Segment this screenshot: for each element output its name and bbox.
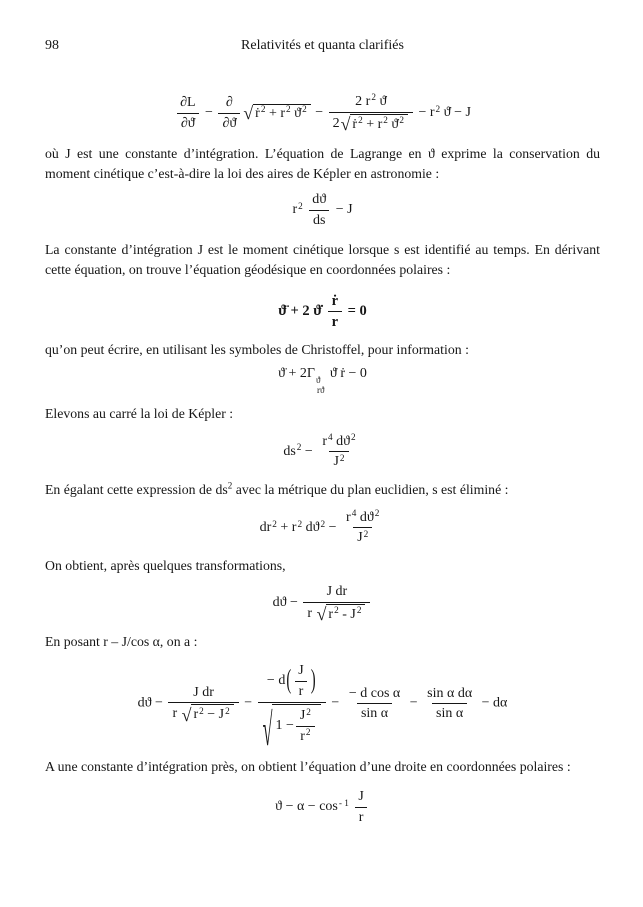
math-superscript: 2 xyxy=(286,104,291,115)
math-text: J dr xyxy=(326,584,348,600)
fraction-numerator xyxy=(423,684,476,704)
paragraph-christoffel: qu’on peut écrire, en utilisant les symboles de Christoffel, pour information : xyxy=(45,341,469,357)
math-text: - J xyxy=(338,606,356,622)
fraction-denominator xyxy=(258,702,326,756)
math-superscript: ϑ xyxy=(316,374,321,385)
math-text: − xyxy=(406,695,422,711)
radical-sign-icon: √ xyxy=(181,704,192,725)
math-text: J xyxy=(333,454,339,470)
math-text: ∂ϑ̇ xyxy=(180,115,195,131)
paragraph-en-posant: En posant r – J/cos α, on a : xyxy=(45,634,198,650)
fraction-denominator xyxy=(296,726,314,747)
equation-changement-variable xyxy=(45,660,600,756)
fraction-denominator xyxy=(353,527,372,548)
paragraph-constante-integration: où J est une constante d’intégration. L’équation de Lagrange en ϑ exprime la conservation du moment cinétique c’est-à-dire la loi des aires de Képler en astronomie : xyxy=(45,146,600,182)
radical-sign-icon: √ xyxy=(262,704,273,756)
math-text: ∂ xyxy=(225,95,233,110)
math-superscript: 2 xyxy=(334,604,339,615)
math-superscript: 2 xyxy=(383,114,388,125)
math-fraction xyxy=(318,432,359,472)
math-text: dϑ − xyxy=(272,595,302,611)
math-text: − xyxy=(325,520,341,536)
math-superscript: 2 xyxy=(351,432,356,443)
math-text: r xyxy=(331,313,339,330)
fraction-numerator xyxy=(354,787,367,807)
math-text: − xyxy=(301,444,317,459)
math-radical xyxy=(262,704,321,756)
math-text: sin α xyxy=(360,706,389,722)
equation-droite xyxy=(45,787,600,827)
fraction-numerator xyxy=(308,190,330,210)
paragraph-droite-polaire: A une constante d’intégration près, on obtient l’équation d’une droite en coordonnées polaires : xyxy=(45,759,571,775)
fraction-denominator xyxy=(355,807,368,828)
math-superscript: 2 xyxy=(199,705,204,716)
math-superscript: 2 xyxy=(306,706,311,717)
math-superscript: 2 xyxy=(297,518,303,529)
math-superscript: 4 xyxy=(327,432,333,443)
math-fraction xyxy=(176,93,199,133)
math-text: J xyxy=(298,663,304,679)
fraction-denominator xyxy=(357,703,392,724)
math-fraction xyxy=(296,706,315,746)
equation-geodesique-polaire xyxy=(45,291,600,332)
math-superscript: 2 xyxy=(320,518,326,529)
fraction-denominator xyxy=(432,703,467,724)
math-text: ϑ̇ ṙ − 0 xyxy=(326,365,367,381)
fraction-denominator xyxy=(218,113,240,134)
equation-lagrange-derivative xyxy=(45,92,600,134)
math-superscript: 2 xyxy=(399,114,404,125)
math-text: ds xyxy=(283,444,296,459)
math-text: ϑ̇ − J xyxy=(440,105,471,121)
fraction-numerator xyxy=(342,508,383,528)
math-text: r xyxy=(358,809,364,825)
math-text: J xyxy=(358,789,364,805)
math-text: + r xyxy=(265,106,285,121)
math-text: − xyxy=(201,105,217,121)
radicand xyxy=(272,704,320,746)
fraction-denominator xyxy=(309,210,329,231)
paren-body xyxy=(292,661,309,701)
math-text: + r xyxy=(362,116,383,132)
radicand xyxy=(191,704,233,724)
math-fraction xyxy=(329,92,413,134)
math-superscript: 2 xyxy=(363,528,369,539)
math-text: − r xyxy=(414,105,435,121)
equation-christoffel xyxy=(45,366,600,396)
math-superscript: 2 xyxy=(302,104,307,115)
close-paren: ) xyxy=(310,666,316,696)
math-fraction xyxy=(423,684,476,724)
math-text: r xyxy=(193,707,199,723)
math-superscript: - 1 xyxy=(338,797,349,808)
math-text: ϑ̈ + 2Γ xyxy=(278,365,315,381)
math-fraction xyxy=(303,582,370,624)
fraction-numerator xyxy=(318,432,359,452)
math-text: dϑ − xyxy=(137,695,167,711)
math-fraction xyxy=(294,661,307,701)
fraction-numerator xyxy=(328,291,342,311)
math-text: J xyxy=(357,530,363,546)
math-text: dr xyxy=(259,520,272,536)
math-text xyxy=(303,203,307,218)
math-text: ∂L xyxy=(180,95,196,110)
radicand xyxy=(253,104,311,122)
math-text: 1 − xyxy=(275,718,294,734)
math-superscript: 2 xyxy=(260,104,266,115)
math-text: − d xyxy=(266,673,286,689)
math-fraction xyxy=(218,93,240,133)
fraction-numerator xyxy=(176,93,199,113)
math-radical xyxy=(341,114,408,134)
fraction-numerator xyxy=(296,706,315,726)
math-text: ṙ xyxy=(331,292,339,309)
paragraph-text: En égalant cette expression de ds xyxy=(45,481,228,497)
math-text: dϑ xyxy=(332,433,351,449)
math-fraction xyxy=(258,660,326,756)
math-fraction xyxy=(328,291,342,332)
math-text: 2 xyxy=(332,115,340,131)
fraction-numerator xyxy=(294,661,307,681)
math-text: + r xyxy=(276,520,297,536)
math-text: sin α dα xyxy=(427,685,473,701)
page-header xyxy=(45,38,600,58)
fraction-numerator xyxy=(189,683,218,703)
paragraph-egalant-expression xyxy=(45,480,600,500)
math-superscript: 2 xyxy=(225,705,230,716)
math-text: ϑ̇ xyxy=(387,116,399,132)
math-text: − xyxy=(311,105,327,121)
fraction-denominator xyxy=(329,451,348,472)
math-text: ϑ̇ xyxy=(375,94,387,109)
math-text: sin α xyxy=(436,706,464,722)
equation-dtheta xyxy=(45,582,600,624)
math-text: r xyxy=(298,683,304,699)
fraction-numerator xyxy=(351,92,390,112)
paragraph-moment-cinetique: La constante d’intégration J est le moment cinétique lorsque s est identifié au temps. En dérivant cette équation, on trouve l’équation géodésique en coordonnées polaires : xyxy=(45,242,600,278)
math-supsub xyxy=(316,376,324,396)
math-text: = 0 xyxy=(344,302,367,319)
radical-sign-icon: √ xyxy=(340,114,351,135)
math-text: ṙ xyxy=(255,106,260,121)
math-text xyxy=(349,800,353,815)
math-superscript: 2 xyxy=(435,103,441,114)
math-superscript: 2 xyxy=(305,727,311,738)
math-fraction xyxy=(168,683,238,725)
running-title: Relativités et quanta clarifiés xyxy=(241,38,404,53)
math-text: − d cos α xyxy=(348,685,401,701)
math-text: r xyxy=(346,509,351,525)
math-text: − xyxy=(327,695,343,711)
math-text: ϑ − α − cos xyxy=(275,799,338,815)
math-superscript: 2 xyxy=(356,604,362,615)
math-parentheses xyxy=(285,661,316,701)
fraction-numerator xyxy=(323,582,352,602)
math-text: ϑ̇ xyxy=(290,106,302,121)
radical-sign-icon: √ xyxy=(243,103,254,124)
radicand xyxy=(350,114,408,134)
fraction-denominator xyxy=(295,681,308,702)
paragraph-elevons-carre: Elevons au carré la loi de Képler : xyxy=(45,405,234,421)
fraction-denominator xyxy=(303,602,370,625)
math-text: − J xyxy=(332,202,353,218)
math-text: − dα xyxy=(478,695,508,711)
fraction-numerator xyxy=(263,660,321,702)
superscript-two: 2 xyxy=(227,480,233,491)
math-superscript: 2 xyxy=(339,452,345,463)
math-superscript: 2 xyxy=(298,200,303,211)
equation-ds-carre xyxy=(45,432,600,472)
math-text: ṙ xyxy=(352,116,358,132)
math-superscript: 2 xyxy=(371,92,376,103)
fraction-numerator xyxy=(345,684,404,704)
math-radical xyxy=(317,604,366,624)
math-text: ds xyxy=(312,212,326,228)
math-superscript: 2 xyxy=(374,508,380,519)
math-fraction xyxy=(345,684,404,724)
math-radical xyxy=(243,104,310,122)
math-text: dϑ xyxy=(356,509,374,525)
math-text: 2 r xyxy=(355,94,371,109)
math-text: − J xyxy=(203,707,225,723)
math-text: r xyxy=(172,706,181,722)
math-text: ϑ̈ + 2 ϑ̇ xyxy=(278,302,326,319)
math-superscript: 2 xyxy=(272,518,277,529)
math-fraction xyxy=(354,787,367,827)
math-superscript: 4 xyxy=(351,508,357,519)
math-fraction xyxy=(308,190,330,230)
fraction-denominator xyxy=(328,311,342,332)
math-text: − xyxy=(240,695,256,711)
math-superscript: 2 xyxy=(358,114,363,125)
paragraph-text: avec la métrique du plan euclidien, s est éliminé : xyxy=(232,481,509,497)
fraction-denominator xyxy=(177,113,199,134)
page-number: 98 xyxy=(45,38,59,53)
math-text: r xyxy=(328,606,334,622)
fraction-denominator xyxy=(168,702,238,725)
radicand xyxy=(326,604,365,624)
math-text: J dr xyxy=(193,684,214,700)
math-radical xyxy=(182,704,234,724)
math-subscript: rϑ xyxy=(317,384,325,395)
math-text: dϑ xyxy=(302,520,320,536)
equation-kepler-law xyxy=(45,190,600,230)
math-superscript: 2 xyxy=(296,442,302,453)
math-text: r xyxy=(322,433,327,449)
math-text: dϑ xyxy=(312,192,327,208)
math-text: ∂ϑ̇ xyxy=(222,115,237,131)
math-text: J xyxy=(299,708,306,724)
equation-metrique-euclidienne xyxy=(45,508,600,548)
math-text: r xyxy=(300,728,305,744)
paragraph-on-obtient: On obtient, après quelques transformations, xyxy=(45,557,286,573)
math-text: r xyxy=(292,202,298,218)
math-fraction xyxy=(342,508,383,548)
fraction-denominator xyxy=(329,112,413,135)
math-text: r xyxy=(307,605,316,621)
open-paren: ( xyxy=(286,666,292,696)
radical-sign-icon: √ xyxy=(316,604,327,625)
fraction-numerator xyxy=(222,93,237,113)
